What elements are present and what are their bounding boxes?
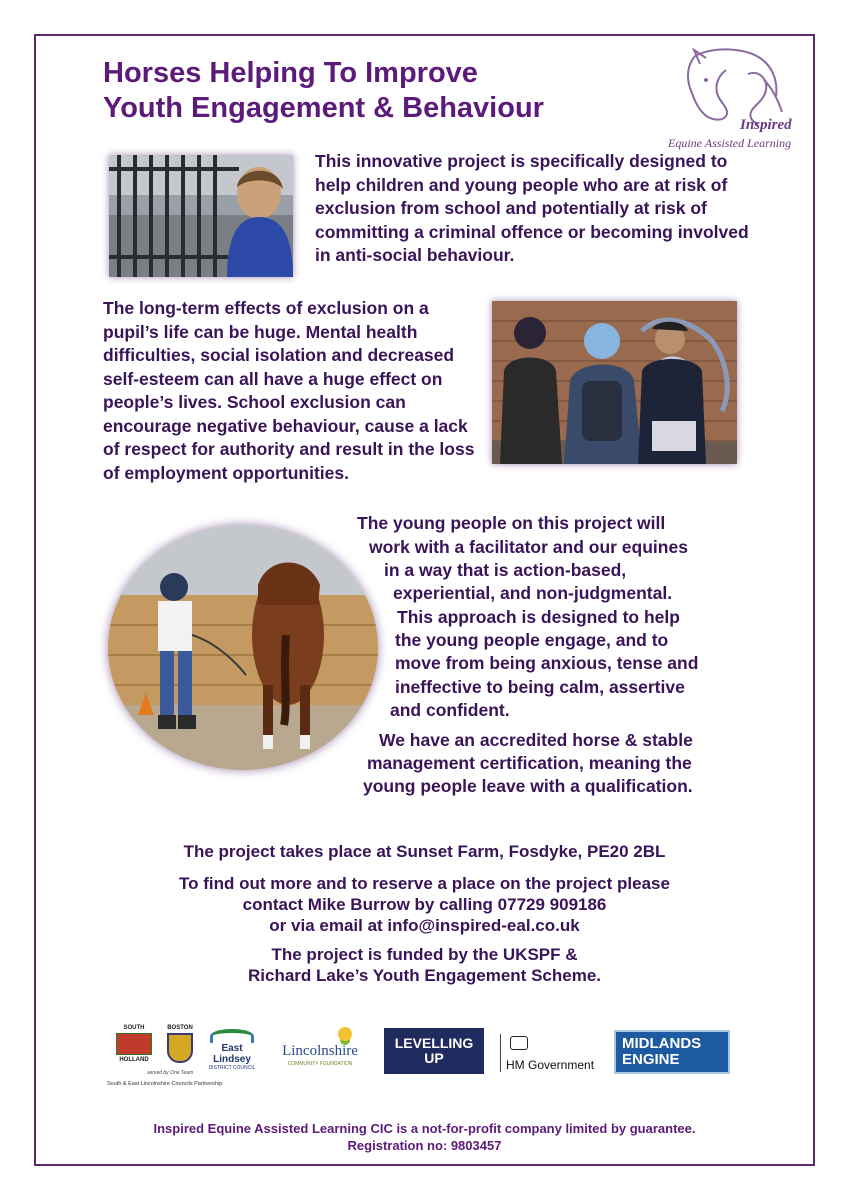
footer-line-1: Inspired Equine Assisted Learning CIC is a not-for-profit company limited by guarantee. xyxy=(153,1121,696,1136)
midlands-engine-logo: MIDLANDS ENGINE xyxy=(614,1030,730,1074)
approach-line-7: move from being anxious, tense and xyxy=(395,653,699,673)
youths-graffiti-wall-photo xyxy=(492,301,737,464)
location-text: The project takes place at Sunset Farm, Fosdyke, PE20 2BL xyxy=(183,842,666,861)
approach-line-2: work with a facilitator and our equines xyxy=(369,537,688,557)
title-line-2: Youth Engagement & Behaviour xyxy=(103,92,544,124)
contact-line-2: contact Mike Burrow by calling 07729 909186 xyxy=(242,895,607,914)
partnership-text: South & East Lincolnshire Councils Partnership xyxy=(107,1081,223,1087)
child-with-horse-photo xyxy=(108,525,378,770)
lincolnshire-cf-logo: Lincolnshire COMMUNITY FOUNDATION xyxy=(272,1025,368,1069)
approach-line-1: The young people on this project will xyxy=(357,513,666,533)
boy-at-railings-photo xyxy=(109,155,293,277)
footer-registration: Registration no: 9803457 xyxy=(347,1138,502,1153)
flower-icon xyxy=(338,1027,352,1041)
east-lindsey-wave-icon xyxy=(210,1029,254,1043)
logo-tagline: Equine Assisted Learning xyxy=(668,136,792,150)
logo-name: Inspired xyxy=(740,117,792,133)
approach-line-8: ineffective to being calm, assertive xyxy=(395,677,685,697)
south-holland-logo: SOUTH HOLLAND xyxy=(110,1025,158,1073)
funding-block xyxy=(34,944,815,986)
funding-line-1: The project is funded by the UKSPF & xyxy=(271,945,578,964)
boston-logo: BOSTON xyxy=(160,1025,200,1073)
cert-line-3: young people leave with a qualification. xyxy=(363,776,693,796)
cert-line-1: We have an accredited horse & stable xyxy=(379,730,693,750)
boston-crest-icon xyxy=(167,1033,193,1063)
levelling-up-logo: LEVELLING UP xyxy=(384,1028,484,1074)
contact-line-1: To find out more and to reserve a place on the project please xyxy=(179,874,670,893)
cert-line-2: management certification, meaning the xyxy=(367,753,692,773)
approach-line-6: the young people engage, and to xyxy=(395,630,669,650)
served-by-text: served by One Team xyxy=(147,1070,194,1076)
funding-line-2: Richard Lake’s Youth Engagement Scheme. xyxy=(247,966,601,985)
approach-line-3: in a way that is action-based, xyxy=(384,560,627,580)
intro-paragraph: This innovative project is specifically designed to help children and young people who are at risk of exclusion from school and potentially at risk of committing a criminal offence or becoming involved in anti-social behaviour. xyxy=(315,151,749,265)
page-title xyxy=(103,56,544,126)
approach-line-9: and confident. xyxy=(390,700,510,720)
effects-paragraph: The long-term effects of exclusion on a pupil’s life can be huge. Mental health difficulties, social isolation and decreased self-esteem can all have a huge effect on people’s lives. School exclusion can encourage negative behaviour, cause a lack of respect for authority and result in the loss of employment opportunities. xyxy=(103,298,475,483)
royal-crest-icon xyxy=(510,1036,528,1050)
approach-line-4: experiential, and non-judgmental. xyxy=(393,583,673,603)
hm-government-logo: HM Government xyxy=(500,1030,608,1074)
footer xyxy=(34,1120,815,1154)
title-line-1: Horses Helping To Improve xyxy=(103,57,478,89)
east-lindsey-logo: East Lindsey DISTRICT COUNCIL xyxy=(204,1025,260,1065)
contact-line-3: or via email at info@inspired-eal.co.uk xyxy=(269,916,580,935)
approach-line-5: This approach is designed to help xyxy=(397,607,680,627)
contact-block xyxy=(34,873,815,936)
